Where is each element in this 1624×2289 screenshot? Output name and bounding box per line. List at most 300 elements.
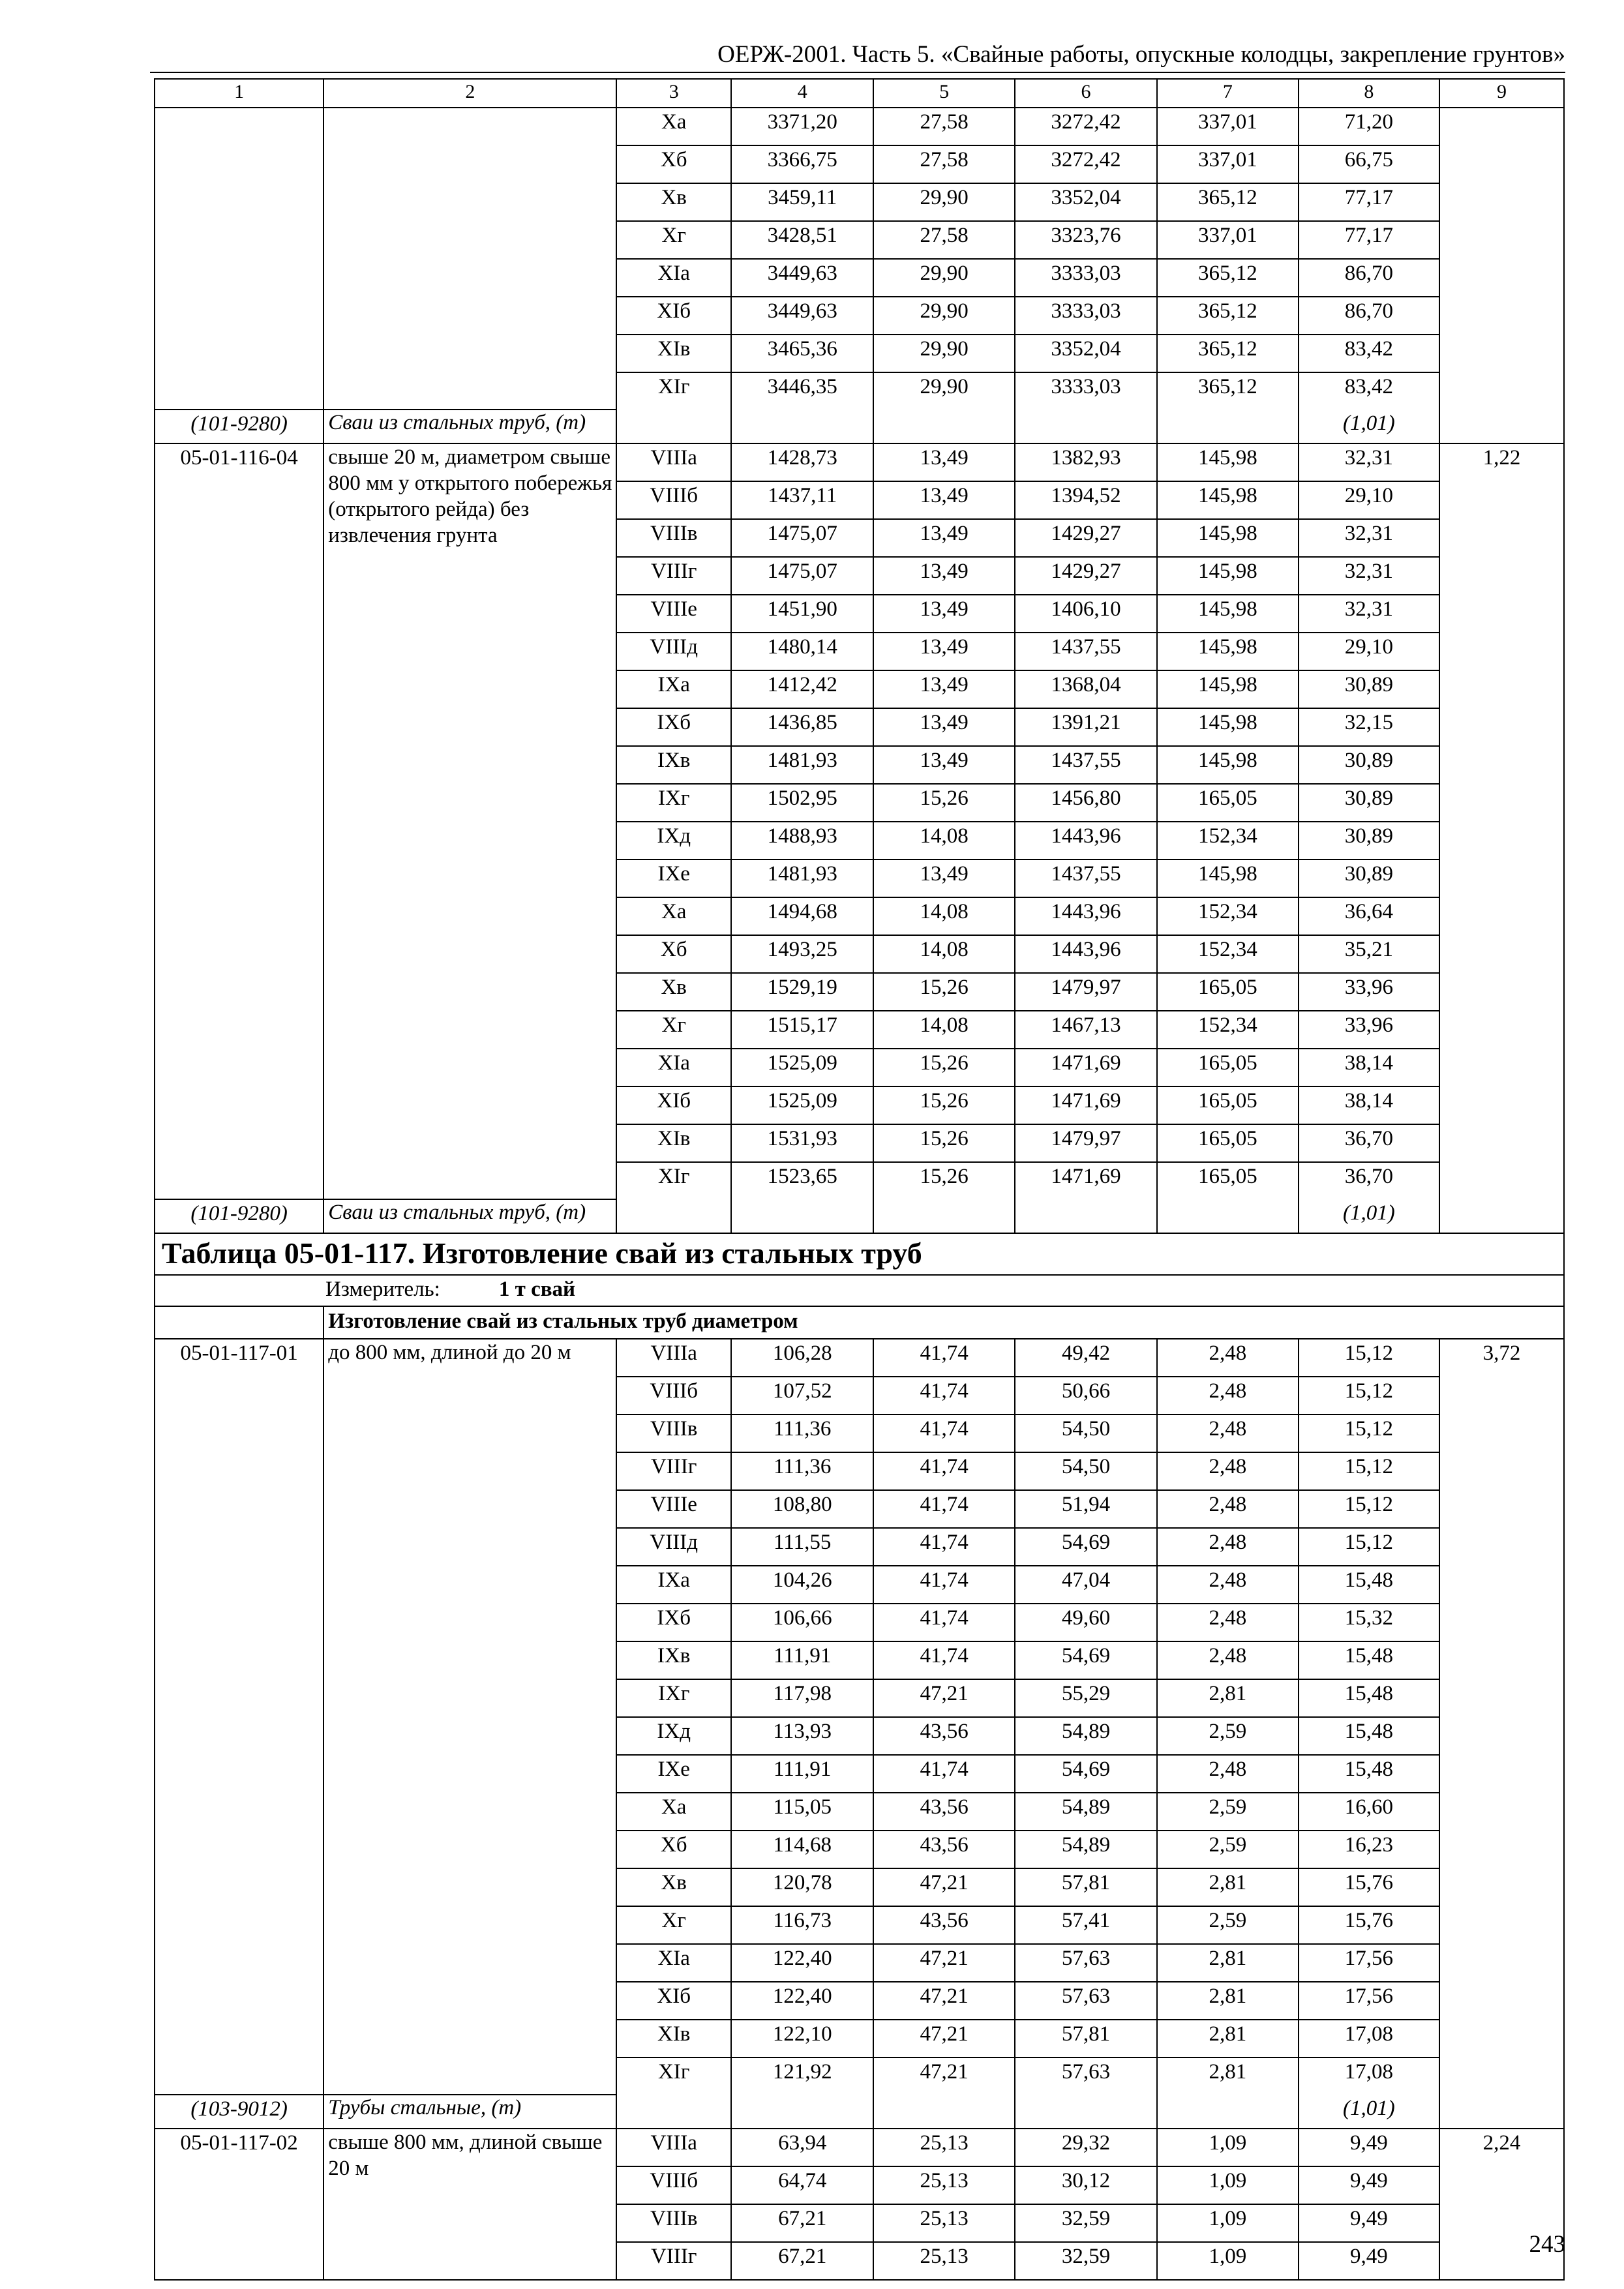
resource-coef: (1,01)	[1299, 1199, 1439, 1233]
value-cell: 15,48	[1299, 1641, 1439, 1679]
value-cell: 15,12	[1299, 1377, 1439, 1414]
value-cell: 365,12	[1157, 335, 1298, 372]
value-cell: 17,56	[1299, 1982, 1439, 2020]
zone-cell: IXa	[616, 1566, 731, 1604]
value-cell: 1471,69	[1015, 1162, 1157, 1199]
column-number: 6	[1015, 79, 1157, 108]
value-cell: 55,29	[1015, 1679, 1157, 1717]
value-cell: 15,26	[873, 973, 1014, 1011]
value-cell: 120,78	[731, 1868, 873, 1906]
value-cell: 15,48	[1299, 1566, 1439, 1604]
value-cell: 165,05	[1157, 973, 1298, 1011]
page-number: 243	[1529, 2231, 1565, 2258]
column-number: 3	[616, 79, 731, 108]
value-cell: 13,49	[873, 557, 1014, 595]
value-cell: 29,10	[1299, 633, 1439, 670]
value-cell: 77,17	[1299, 221, 1439, 259]
value-cell: 86,70	[1299, 297, 1439, 335]
value-cell: 13,49	[873, 443, 1014, 481]
value-cell: 17,56	[1299, 1944, 1439, 1982]
zone-cell: VIIIб	[616, 1377, 731, 1414]
value-cell: 1443,96	[1015, 822, 1157, 860]
value-cell: 17,08	[1299, 2057, 1439, 2095]
value-cell: 1429,27	[1015, 519, 1157, 557]
value-cell: 9,49	[1299, 2204, 1439, 2242]
value-cell: 16,60	[1299, 1793, 1439, 1831]
value-cell: 54,69	[1015, 1641, 1157, 1679]
zone-cell: XIб	[616, 297, 731, 335]
resource-name: Трубы стальные, (т)	[323, 2095, 616, 2129]
value-cell: 30,89	[1299, 670, 1439, 708]
value-cell: 41,74	[873, 1377, 1014, 1414]
value-cell: 1,09	[1157, 2204, 1298, 2242]
value-cell: 9,49	[1299, 2129, 1439, 2166]
column-number: 8	[1299, 79, 1439, 108]
value-cell: 43,56	[873, 1793, 1014, 1831]
column-number: 1	[155, 79, 323, 108]
value-cell: 77,17	[1299, 183, 1439, 221]
value-cell: 29,90	[873, 183, 1014, 221]
zone-cell: IXб	[616, 708, 731, 746]
value-cell: 2,81	[1157, 1868, 1298, 1906]
value-cell: 114,68	[731, 1831, 873, 1868]
empty-cell	[1157, 410, 1298, 443]
value-cell: 54,50	[1015, 1414, 1157, 1452]
value-cell: 122,10	[731, 2020, 873, 2057]
col9-value: 2,24	[1439, 2129, 1564, 2280]
value-cell: 13,49	[873, 481, 1014, 519]
value-cell: 2,81	[1157, 1982, 1298, 2020]
value-cell: 47,21	[873, 2020, 1014, 2057]
value-cell: 32,31	[1299, 595, 1439, 633]
column-number: 4	[731, 79, 873, 108]
value-cell: 1437,55	[1015, 860, 1157, 897]
value-cell: 29,90	[873, 335, 1014, 372]
value-cell: 152,34	[1157, 897, 1298, 935]
value-cell: 27,58	[873, 108, 1014, 145]
value-cell: 3459,11	[731, 183, 873, 221]
resource-row	[155, 1199, 1564, 1233]
empty-cell	[616, 410, 731, 443]
value-cell: 145,98	[1157, 481, 1298, 519]
value-cell: 3446,35	[731, 372, 873, 410]
value-cell: 145,98	[1157, 860, 1298, 897]
value-cell: 1,09	[1157, 2129, 1298, 2166]
value-cell: 33,96	[1299, 973, 1439, 1011]
zone-cell: VIIIб	[616, 2166, 731, 2204]
value-cell: 3323,76	[1015, 221, 1157, 259]
value-cell: 152,34	[1157, 822, 1298, 860]
zone-cell: XIa	[616, 259, 731, 297]
value-cell: 1479,97	[1015, 1124, 1157, 1162]
value-cell: 47,21	[873, 2057, 1014, 2095]
value-cell: 57,63	[1015, 1982, 1157, 2020]
value-cell: 106,28	[731, 1339, 873, 1377]
resource-row	[155, 410, 1564, 443]
value-cell: 32,31	[1299, 519, 1439, 557]
zone-cell: XIб	[616, 1982, 731, 2020]
value-cell: 1523,65	[731, 1162, 873, 1199]
item-name: до 800 мм, длиной до 20 м	[323, 1339, 616, 2095]
value-cell: 111,91	[731, 1641, 873, 1679]
empty-cell	[1015, 1199, 1157, 1233]
zone-cell: XIa	[616, 1944, 731, 1982]
zone-cell: Xв	[616, 183, 731, 221]
value-cell: 16,23	[1299, 1831, 1439, 1868]
zone-cell: VIIIг	[616, 1452, 731, 1490]
value-cell: 57,81	[1015, 2020, 1157, 2057]
value-cell: 29,90	[873, 259, 1014, 297]
zone-cell: Xб	[616, 1831, 731, 1868]
value-cell: 145,98	[1157, 519, 1298, 557]
value-cell: 1437,55	[1015, 633, 1157, 670]
column-number: 7	[1157, 79, 1298, 108]
value-cell: 2,48	[1157, 1452, 1298, 1490]
zone-cell: XIг	[616, 372, 731, 410]
zone-cell: XIб	[616, 1086, 731, 1124]
value-cell: 2,81	[1157, 2020, 1298, 2057]
value-cell: 67,21	[731, 2204, 873, 2242]
zone-cell: IXг	[616, 784, 731, 822]
value-cell: 2,48	[1157, 1604, 1298, 1641]
value-cell: 3272,42	[1015, 108, 1157, 145]
value-cell: 1394,52	[1015, 481, 1157, 519]
value-cell: 41,74	[873, 1528, 1014, 1566]
value-cell: 1525,09	[731, 1086, 873, 1124]
value-cell: 25,13	[873, 2204, 1014, 2242]
column-number: 9	[1439, 79, 1564, 108]
page-header: ОЕРЖ-2001. Часть 5. «Свайные работы, опускные колодцы, закрепление грунтов»	[717, 41, 1565, 68]
value-cell: 41,74	[873, 1566, 1014, 1604]
measure-row	[155, 1275, 1564, 1306]
zone-cell: Xa	[616, 897, 731, 935]
zone-cell: VIIIг	[616, 2242, 731, 2280]
value-cell: 27,58	[873, 145, 1014, 183]
value-cell: 1436,85	[731, 708, 873, 746]
value-cell: 3366,75	[731, 145, 873, 183]
value-cell: 3465,36	[731, 335, 873, 372]
value-cell: 15,48	[1299, 1717, 1439, 1755]
value-cell: 145,98	[1157, 595, 1298, 633]
item-code: 05-01-116-04	[155, 443, 323, 1199]
zone-cell: Xв	[616, 973, 731, 1011]
value-cell: 1,09	[1157, 2242, 1298, 2280]
value-cell: 15,12	[1299, 1490, 1439, 1528]
value-cell: 36,70	[1299, 1124, 1439, 1162]
resource-code: (101-9280)	[155, 1199, 323, 1233]
value-cell: 1529,19	[731, 973, 873, 1011]
value-cell: 15,48	[1299, 1679, 1439, 1717]
price-row	[155, 443, 1564, 481]
value-cell: 145,98	[1157, 633, 1298, 670]
table-subtitle: Изготовление свай из стальных труб диаметром	[323, 1306, 1564, 1339]
value-cell: 41,74	[873, 1452, 1014, 1490]
value-cell: 14,08	[873, 897, 1014, 935]
rates-table-body	[155, 79, 1564, 2280]
zone-cell: VIIIe	[616, 595, 731, 633]
value-cell: 122,40	[731, 1982, 873, 2020]
item-name: свыше 800 мм, длиной свыше 20 м	[323, 2129, 616, 2280]
empty-cell	[1157, 1199, 1298, 1233]
item-name: свыше 20 м, диаметром свыше 800 мм у открытого побережья (открытого рейда) без извлечения грунта	[323, 443, 616, 1199]
value-cell: 15,26	[873, 784, 1014, 822]
value-cell: 2,48	[1157, 1528, 1298, 1566]
value-cell: 30,12	[1015, 2166, 1157, 2204]
value-cell: 47,21	[873, 1944, 1014, 1982]
value-cell: 15,76	[1299, 1868, 1439, 1906]
value-cell: 3333,03	[1015, 372, 1157, 410]
value-cell: 54,89	[1015, 1717, 1157, 1755]
table-title: Таблица 05-01-117. Изготовление свай из стальных труб	[155, 1233, 1564, 1275]
resource-coef: (1,01)	[1299, 2095, 1439, 2129]
zone-cell: IXг	[616, 1679, 731, 1717]
empty-cell	[873, 2095, 1014, 2129]
zone-cell: Xб	[616, 935, 731, 973]
value-cell: 9,49	[1299, 2242, 1439, 2280]
measure-cell	[155, 1275, 1564, 1306]
empty-cell	[616, 2095, 731, 2129]
value-cell: 50,66	[1015, 1377, 1157, 1414]
value-cell: 337,01	[1157, 145, 1298, 183]
value-cell: 2,59	[1157, 1793, 1298, 1831]
zone-cell: VIIIг	[616, 557, 731, 595]
value-cell: 41,74	[873, 1414, 1014, 1452]
value-cell: 145,98	[1157, 746, 1298, 784]
value-cell: 1437,55	[1015, 746, 1157, 784]
value-cell: 13,49	[873, 519, 1014, 557]
value-cell: 1531,93	[731, 1124, 873, 1162]
value-cell: 152,34	[1157, 935, 1298, 973]
value-cell: 1480,14	[731, 633, 873, 670]
value-cell: 14,08	[873, 935, 1014, 973]
value-cell: 25,13	[873, 2242, 1014, 2280]
zone-cell: Xг	[616, 1011, 731, 1049]
resource-name: Сваи из стальных труб, (т)	[323, 410, 616, 443]
value-cell: 111,36	[731, 1452, 873, 1490]
value-cell: 1515,17	[731, 1011, 873, 1049]
value-cell: 83,42	[1299, 335, 1439, 372]
empty-cell	[616, 1199, 731, 1233]
zone-cell: Xa	[616, 1793, 731, 1831]
zone-cell: VIIIб	[616, 481, 731, 519]
value-cell: 54,89	[1015, 1793, 1157, 1831]
value-cell: 3352,04	[1015, 183, 1157, 221]
value-cell: 145,98	[1157, 670, 1298, 708]
value-cell: 365,12	[1157, 297, 1298, 335]
zone-cell: IXe	[616, 860, 731, 897]
value-cell: 15,12	[1299, 1414, 1439, 1452]
price-row	[155, 1339, 1564, 1377]
value-cell: 9,49	[1299, 2166, 1439, 2204]
value-cell: 15,12	[1299, 1528, 1439, 1566]
value-cell: 30,89	[1299, 822, 1439, 860]
value-cell: 1475,07	[731, 557, 873, 595]
value-cell: 1488,93	[731, 822, 873, 860]
zone-cell: IXб	[616, 1604, 731, 1641]
value-cell: 32,59	[1015, 2242, 1157, 2280]
value-cell: 38,14	[1299, 1086, 1439, 1124]
zone-cell: Xг	[616, 221, 731, 259]
value-cell: 2,59	[1157, 1831, 1298, 1868]
price-row	[155, 108, 1564, 145]
value-cell: 54,69	[1015, 1528, 1157, 1566]
value-cell: 14,08	[873, 1011, 1014, 1049]
value-cell: 3449,63	[731, 259, 873, 297]
value-cell: 15,12	[1299, 1452, 1439, 1490]
value-cell: 30,89	[1299, 860, 1439, 897]
zone-cell: VIIIд	[616, 1528, 731, 1566]
value-cell: 13,49	[873, 670, 1014, 708]
value-cell: 3371,20	[731, 108, 873, 145]
value-cell: 165,05	[1157, 1162, 1298, 1199]
value-cell: 1456,80	[1015, 784, 1157, 822]
value-cell: 1368,04	[1015, 670, 1157, 708]
value-cell: 165,05	[1157, 1049, 1298, 1086]
value-cell: 152,34	[1157, 1011, 1298, 1049]
column-number-row	[155, 79, 1564, 108]
value-cell: 1412,42	[731, 670, 873, 708]
measure-unit: 1 т свай	[498, 1278, 576, 1301]
value-cell: 64,74	[731, 2166, 873, 2204]
rates-table	[154, 78, 1565, 2281]
value-cell: 15,26	[873, 1049, 1014, 1086]
value-cell: 57,41	[1015, 1906, 1157, 1944]
value-cell: 145,98	[1157, 708, 1298, 746]
zone-cell: XIв	[616, 1124, 731, 1162]
value-cell: 145,98	[1157, 557, 1298, 595]
value-cell: 121,92	[731, 2057, 873, 2095]
value-cell: 25,13	[873, 2166, 1014, 2204]
value-cell: 15,48	[1299, 1755, 1439, 1793]
item-code: 05-01-117-02	[155, 2129, 323, 2280]
value-cell: 49,42	[1015, 1339, 1157, 1377]
value-cell: 32,15	[1299, 708, 1439, 746]
value-cell: 13,49	[873, 708, 1014, 746]
value-cell: 25,13	[873, 2129, 1014, 2166]
value-cell: 15,26	[873, 1086, 1014, 1124]
value-cell: 36,70	[1299, 1162, 1439, 1199]
value-cell: 2,59	[1157, 1717, 1298, 1755]
value-cell: 1443,96	[1015, 897, 1157, 935]
column-number: 5	[873, 79, 1014, 108]
value-cell: 1481,93	[731, 860, 873, 897]
empty-cell	[1157, 2095, 1298, 2129]
value-cell: 117,98	[731, 1679, 873, 1717]
value-cell: 111,91	[731, 1755, 873, 1793]
value-cell: 47,21	[873, 1868, 1014, 1906]
col9-value: 3,72	[1439, 1339, 1564, 2129]
empty-cell	[731, 2095, 873, 2129]
value-cell: 47,04	[1015, 1566, 1157, 1604]
value-cell: 57,63	[1015, 2057, 1157, 2095]
value-cell: 2,48	[1157, 1641, 1298, 1679]
resource-code: (103-9012)	[155, 2095, 323, 2129]
value-cell: 1479,97	[1015, 973, 1157, 1011]
item-name-continued	[323, 108, 616, 410]
zone-cell: Xг	[616, 1906, 731, 1944]
value-cell: 29,32	[1015, 2129, 1157, 2166]
value-cell: 1471,69	[1015, 1049, 1157, 1086]
value-cell: 47,21	[873, 1982, 1014, 2020]
value-cell: 43,56	[873, 1717, 1014, 1755]
resource-name: Сваи из стальных труб, (т)	[323, 1199, 616, 1233]
resource-row	[155, 2095, 1564, 2129]
value-cell: 51,94	[1015, 1490, 1157, 1528]
value-cell: 2,48	[1157, 1339, 1298, 1377]
value-cell: 2,48	[1157, 1566, 1298, 1604]
empty-cell	[731, 1199, 873, 1233]
value-cell: 15,76	[1299, 1906, 1439, 1944]
value-cell: 3352,04	[1015, 335, 1157, 372]
empty-cell	[1015, 410, 1157, 443]
value-cell: 54,89	[1015, 1831, 1157, 1868]
empty-cell	[1015, 2095, 1157, 2129]
value-cell: 49,60	[1015, 1604, 1157, 1641]
value-cell: 2,48	[1157, 1755, 1298, 1793]
zone-cell: IXa	[616, 670, 731, 708]
value-cell: 38,14	[1299, 1049, 1439, 1086]
value-cell: 1428,73	[731, 443, 873, 481]
value-cell: 365,12	[1157, 372, 1298, 410]
value-cell: 1494,68	[731, 897, 873, 935]
zone-cell: Xa	[616, 108, 731, 145]
value-cell: 27,58	[873, 221, 1014, 259]
zone-cell: VIIIв	[616, 519, 731, 557]
value-cell: 337,01	[1157, 221, 1298, 259]
value-cell: 63,94	[731, 2129, 873, 2166]
value-cell: 43,56	[873, 1906, 1014, 1944]
value-cell: 57,63	[1015, 1944, 1157, 1982]
zone-cell: VIIIe	[616, 1490, 731, 1528]
value-cell: 29,90	[873, 297, 1014, 335]
resource-coef: (1,01)	[1299, 410, 1439, 443]
value-cell: 17,08	[1299, 2020, 1439, 2057]
value-cell: 2,81	[1157, 1944, 1298, 1982]
value-cell: 36,64	[1299, 897, 1439, 935]
value-cell: 15,12	[1299, 1339, 1439, 1377]
value-cell: 13,49	[873, 595, 1014, 633]
value-cell: 1475,07	[731, 519, 873, 557]
value-cell: 2,81	[1157, 2057, 1298, 2095]
header-rule	[150, 72, 1565, 73]
value-cell: 32,59	[1015, 2204, 1157, 2242]
value-cell: 1493,25	[731, 935, 873, 973]
value-cell: 83,42	[1299, 372, 1439, 410]
value-cell: 1481,93	[731, 746, 873, 784]
value-cell: 1391,21	[1015, 708, 1157, 746]
zone-cell: Xв	[616, 1868, 731, 1906]
value-cell: 3449,63	[731, 297, 873, 335]
value-cell: 29,90	[873, 372, 1014, 410]
value-cell: 33,96	[1299, 1011, 1439, 1049]
value-cell: 54,50	[1015, 1452, 1157, 1490]
zone-cell: IXд	[616, 822, 731, 860]
value-cell: 165,05	[1157, 1124, 1298, 1162]
value-cell: 13,49	[873, 860, 1014, 897]
value-cell: 3333,03	[1015, 259, 1157, 297]
value-cell: 145,98	[1157, 443, 1298, 481]
value-cell: 15,26	[873, 1124, 1014, 1162]
zone-cell: IXд	[616, 1717, 731, 1755]
column-number: 2	[323, 79, 616, 108]
zone-cell: XIв	[616, 2020, 731, 2057]
resource-code: (101-9280)	[155, 410, 323, 443]
value-cell: 66,75	[1299, 145, 1439, 183]
zone-cell: XIa	[616, 1049, 731, 1086]
value-cell: 30,89	[1299, 784, 1439, 822]
value-cell: 165,05	[1157, 784, 1298, 822]
value-cell: 41,74	[873, 1641, 1014, 1679]
